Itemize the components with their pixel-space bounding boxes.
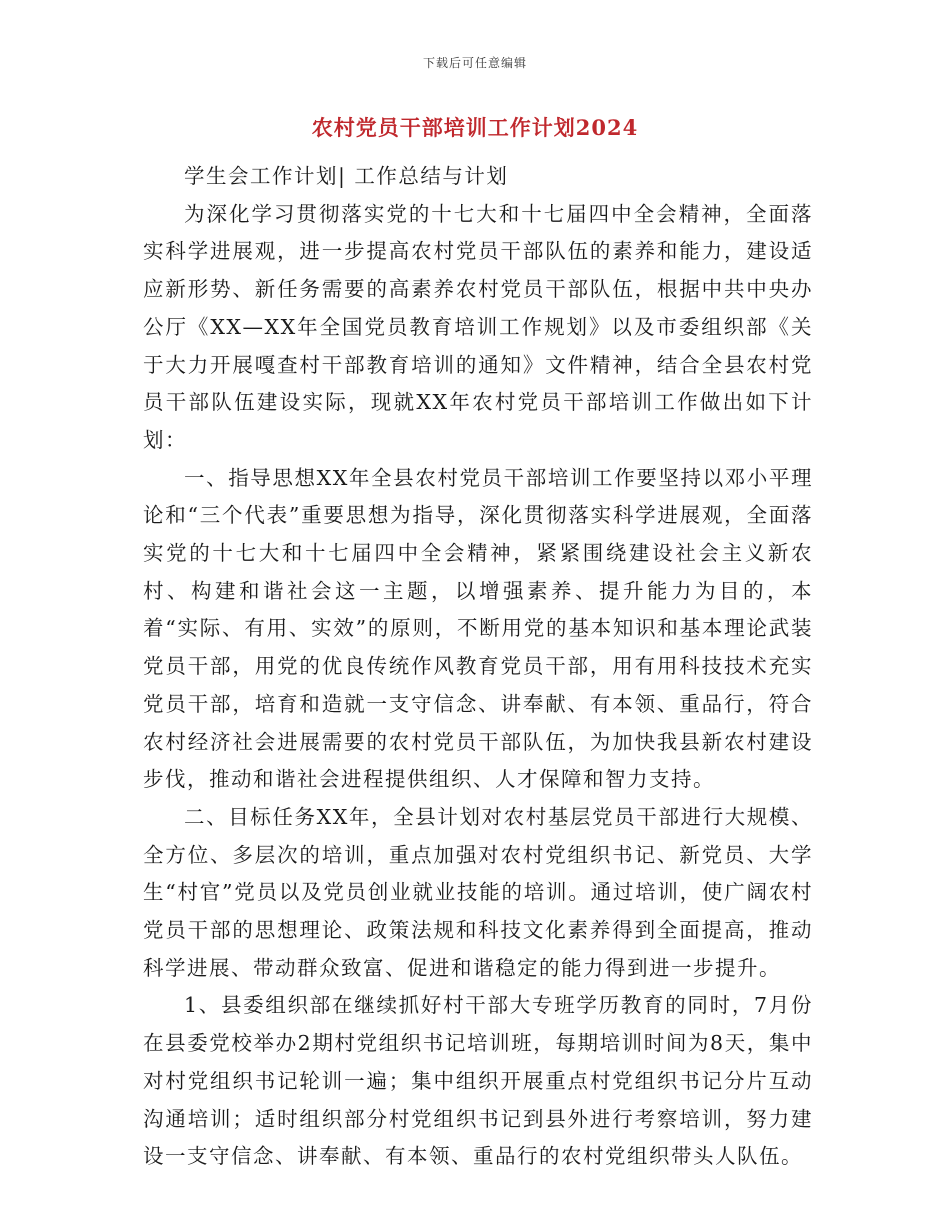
document-title: 农村党员干部培训工作计划2024 [311, 115, 639, 140]
paragraph-guiding-ideology: 一、指导思想XX年全县农村党员干部培训工作要坚持以邓小平理论和“三个代表”重要思想为指导，深化贯彻落实科学进展观，全面落实党的十七大和十七届四中全会精神，紧紧围绕建设社会主义新农村、构建和谐社会这一主题，以增强素养、提升能力为目的，本着“实际、有用、实效”的原则，不断用党的基本知识和基本理论武装党员干部，用党的优良传统作风教育党员干部，用有用科技技术充实党员干部，培育和造就一支守信念、讲奉献、有本领、重品行，符合农村经济社会进展需要的农村党员干部队伍，为加快我县新农村建设步伐，推动和谐社会进程提供组织、人才保障和智力支持。 [143, 465, 813, 792]
header-note: 下载后可任意编辑 [422, 56, 527, 70]
paragraph-goals: 二、目标任务XX年，全县计划对农村基层党员干部进行大规模、全方位、多层次的培训，重点加强对农村党组织书记、新党员、大学生“村官”党员以及党员创业就业技能的培训。通过培训，使广阔农村党员干部的思想理论、政策法规和科技文化素养得到全面提高，推动科学进展、带动群众致富、促进和谐稳定的能力得到进一步提升。 [143, 804, 813, 980]
paragraph-intro: 为深化学习贯彻落实党的十七大和十七届四中全会精神，全面落实科学进展观，进一步提高农村党员干部队伍的素养和能力，建设适应新形势、新任务需要的高素养农村党员干部队伍，根据中共中央办公厅《XX—XX年全国党员教育培训工作规划》以及市委组织部《关于大力开展嘎查村干部教育培训的通知》文件精神，结合全县农村党员干部队伍建设实际，现就XX年农村党员干部培训工作做出如下计划： [143, 201, 813, 452]
document-body [143, 158, 813, 1176]
document-subtitle: 学生会工作计划| 工作总结与计划 [184, 164, 509, 188]
paragraph-item-1: 1、县委组织部在继续抓好村干部大专班学历教育的同时，7月份在县委党校举办2期村党组织书记培训班，每期培训时间为8天，集中对村党组织书记轮训一遍；集中组织开展重点村党组织书记分片互动沟通培训；适时组织部分村党组织书记到县外进行考察培训，努力建设一支守信念、讲奉献、有本领、重品行的农村党组织带头人队伍。 [143, 993, 813, 1169]
